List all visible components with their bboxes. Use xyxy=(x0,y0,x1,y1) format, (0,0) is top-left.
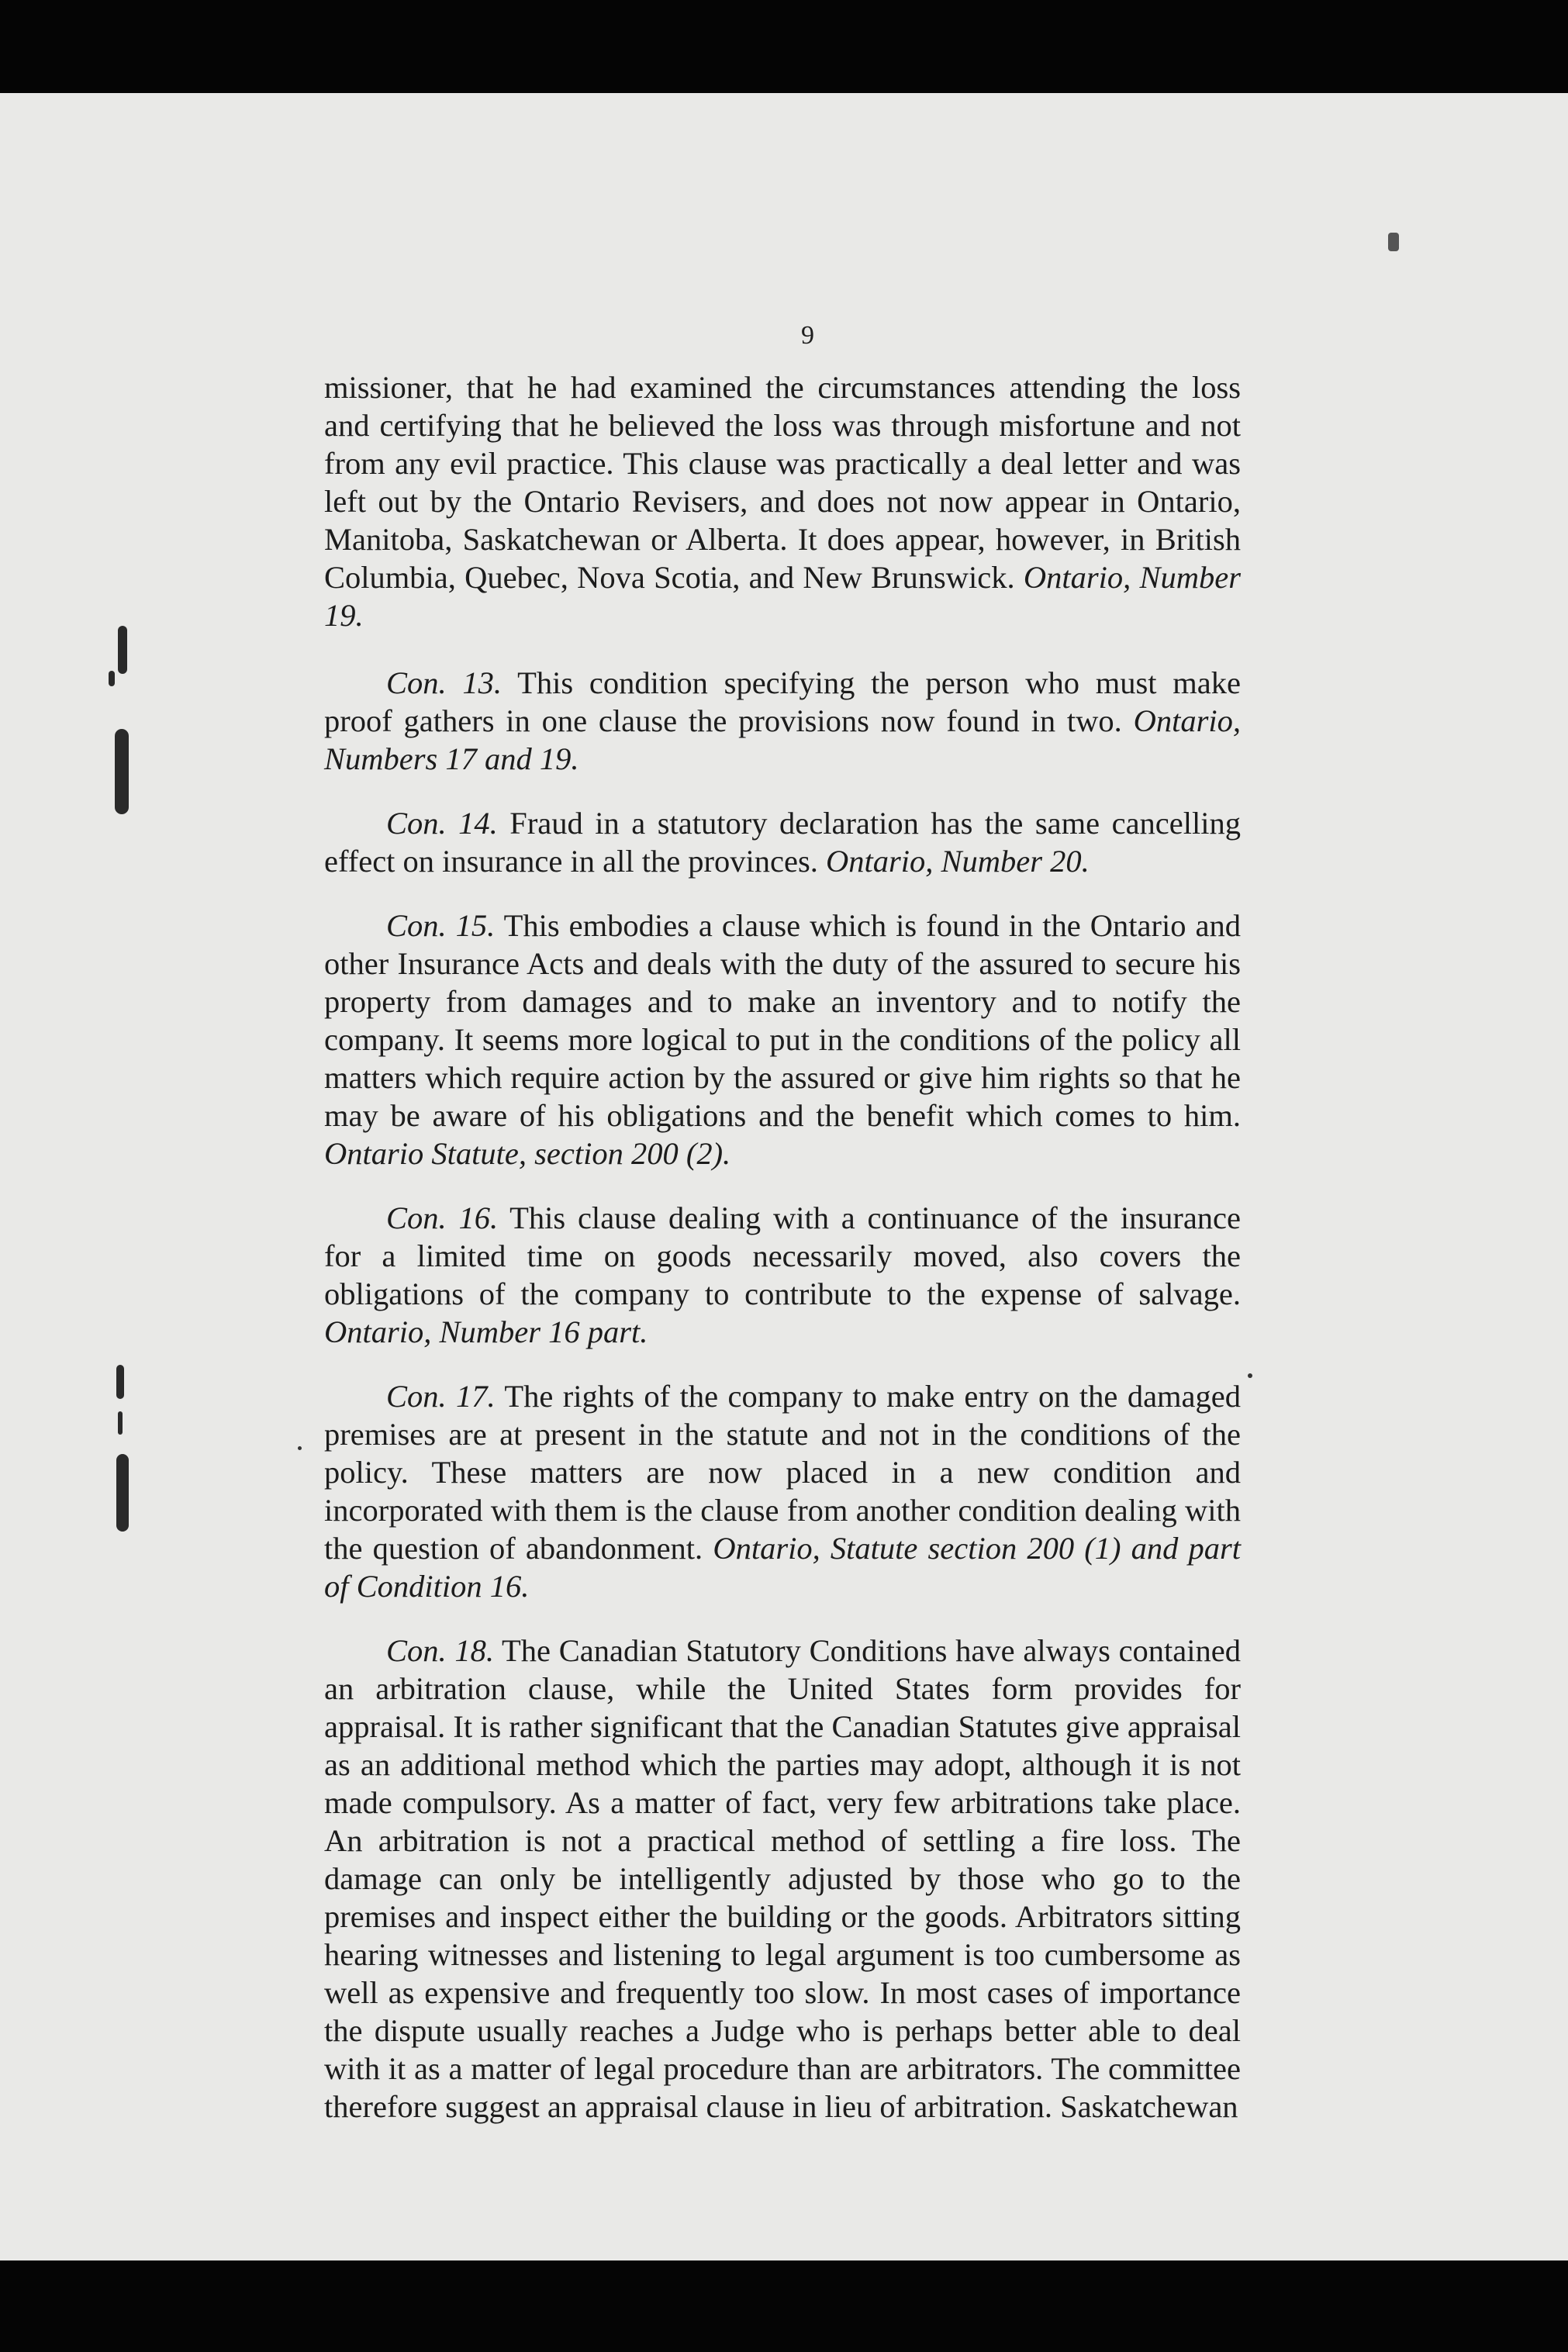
paragraph-text: The Canadian Statutory Conditions have always contained an arbitration clause, while the United States form provides for appraisal. It is rather significant that the Canadian Statutes give appraisal as an additional method which the parties may adopt, although it is not made compulsory. As a matter of fact, very few arbitrations take place. An arbitration is not a practical method of settling a fire loss. The damage can only be intelligently adjusted by those who go to the premises and inspect either the building or the goods. Arbitrators sitting hearing witnesses and listening to legal argument is too cumbersome as well as expensive and frequently too slow. In most cases of importance the dispute usually reaches a Judge who is perhaps better able to deal with it as a matter of legal procedure than are arbitrators. The committee therefore suggest an appraisal clause in lieu of arbitration. Saskatchewan xyxy=(324,1633,1242,2124)
scan-speck xyxy=(1388,233,1399,251)
condition-reference: Con. 14. xyxy=(386,806,498,841)
paragraph-continuation xyxy=(324,368,1241,634)
paragraph-con-15 xyxy=(324,907,1241,1173)
margin-ink-mark xyxy=(118,1411,123,1435)
page-number: 9 xyxy=(801,321,814,350)
paragraph-con-16 xyxy=(324,1199,1241,1351)
paragraph-text: This embodies a clause which is found in the Ontario and other Insurance Acts and deals with the duty of the assured to secure his property from damages and to make an inventory and to notify the company. It seems more logical to put in the conditions of the policy all matters which require action by the assured or give him rights so that he may be aware of his obligations and the benefit which comes to him. xyxy=(324,908,1241,1133)
paragraph-con-13 xyxy=(324,664,1241,778)
scan-speck xyxy=(298,1446,302,1450)
document-page xyxy=(0,93,1568,2260)
paragraph-text: This condition specifying the person who must make proof gathers in one clause the provisions now found in two. xyxy=(324,665,1241,738)
paragraph-con-18 xyxy=(324,1632,1241,2126)
margin-ink-mark xyxy=(109,671,115,686)
condition-reference: Con. 17. xyxy=(386,1379,496,1414)
document-body xyxy=(324,368,1241,2152)
paragraph-citation: Ontario, Number 16 part. xyxy=(324,1314,648,1349)
paragraph-citation: Ontario, Numbers 17 and 19. xyxy=(324,703,1241,776)
margin-ink-mark xyxy=(115,729,129,814)
paragraph-text: missioner, that he had examined the circumstances attending the loss and certifying that he believed the loss was through misfortune and not from any evil practice. This clause was practically a deal letter and was left out by the Ontario Revisers, and does not now appear in Ontario, Manitoba, Saskatchewan or Alberta. It does appear, however, in British Columbia, Quebec, Nova Scotia, and New Brunswick. xyxy=(324,370,1241,595)
paragraph-citation: Ontario, Statute section 200 (1) and part of Condition 16. xyxy=(324,1531,1241,1604)
paragraph-citation: Ontario Statute, section 200 (2). xyxy=(324,1136,731,1171)
paragraph-con-17 xyxy=(324,1377,1241,1605)
margin-ink-mark xyxy=(118,626,127,674)
condition-reference: Con. 18. xyxy=(386,1633,495,1668)
paragraph-text: The rights of the company to make entry on the damaged premises are at present in the statute and not in the conditions of the policy. These matters are now placed in a new condition and incorporated with them is the clause from another condition dealing with the question of abandonment. xyxy=(324,1379,1241,1566)
condition-reference: Con. 13. xyxy=(386,665,503,700)
margin-ink-mark xyxy=(116,1365,124,1399)
paragraph-citation: Ontario, Number 20. xyxy=(826,844,1090,879)
paragraph-text: This clause dealing with a continuance of the insurance for a limited time on goods necessarily moved, also covers the obligations of the company to contribute to the expense of salvage. xyxy=(324,1200,1241,1311)
condition-reference: Con. 15. xyxy=(386,908,496,943)
margin-ink-mark xyxy=(116,1454,129,1532)
paragraph-text: Fraud in a statutory declaration has the same cancelling effect on insurance in all the provinces. xyxy=(324,806,1242,879)
scan-speck xyxy=(1248,1373,1252,1378)
paragraph-con-14 xyxy=(324,804,1241,880)
paragraph-citation: Ontario, Number 19. xyxy=(324,560,1242,633)
condition-reference: Con. 16. xyxy=(386,1200,499,1235)
